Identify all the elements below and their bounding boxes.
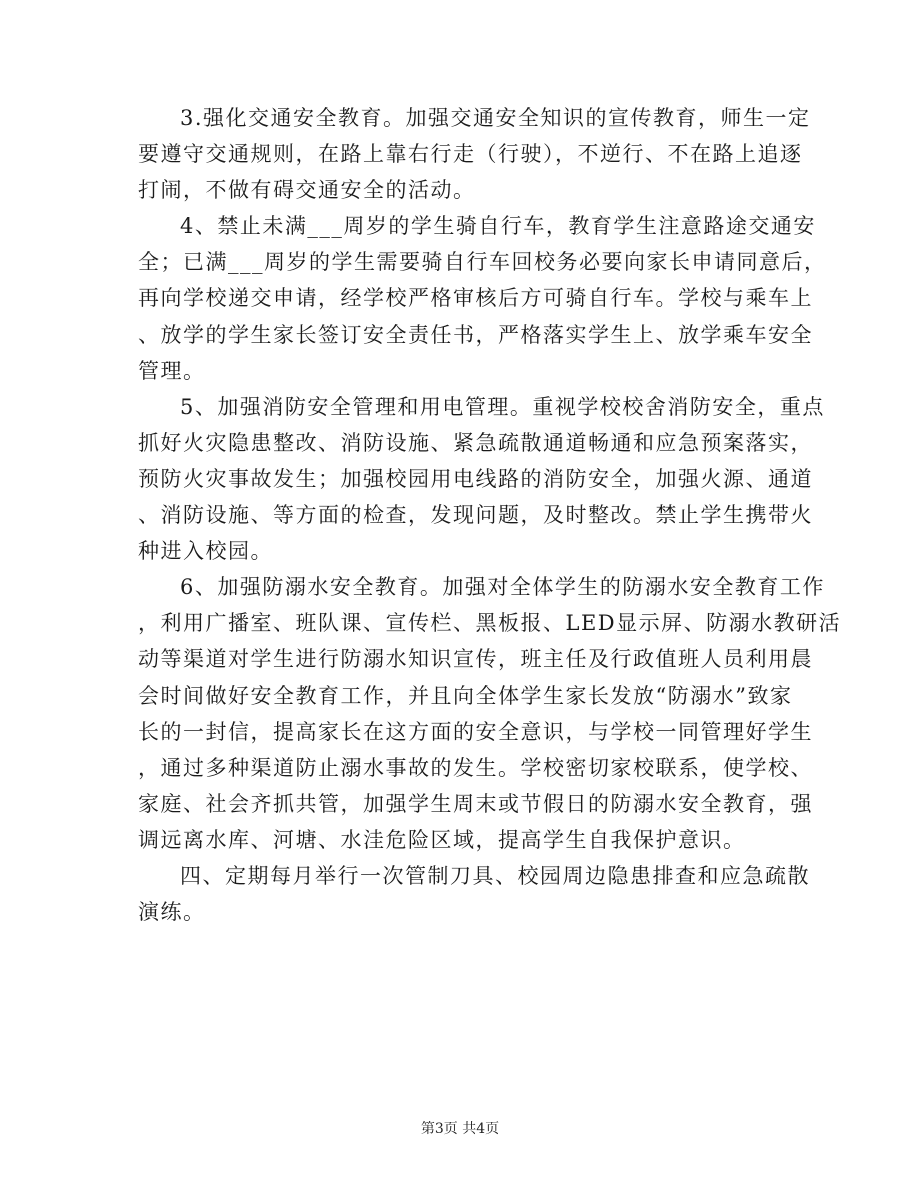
text-line: 要遵守交通规则，在路上靠右行走（行驶），不逆行、不在路上追逐 — [138, 142, 803, 167]
paragraph-fire-safety — [138, 389, 825, 569]
paragraph-monthly-drills — [138, 858, 810, 930]
page-number: 第3页 共4页 — [420, 1121, 500, 1137]
text-line: ，通过多种渠道防止溺水事故的发生。学校密切家校联系，使学校、 — [138, 755, 813, 780]
text-line: 会时间做好安全教育工作，并且向全体学生家长发放“防溺水”致家 — [138, 683, 793, 708]
text-line: 长的一封信，提高家长在这方面的安全意识，与学校一同管理好学生 — [138, 719, 813, 744]
text-line: 全；已满___周岁的学生需要骑自行车回校务必要向家长申请同意后， — [138, 250, 827, 275]
text-line: 5、加强消防安全管理和用电管理。重视学校校舍消防安全，重点 — [180, 394, 825, 419]
paragraph-traffic-safety — [138, 100, 811, 208]
paragraph-bicycle-rules — [138, 208, 827, 388]
text-line: 、消防设施、等方面的检查，发现问题，及时整改。禁止学生携带火 — [138, 503, 813, 528]
text-line: 、放学的学生家长签订安全责任书，严格落实学生上、放学乘车安全 — [138, 322, 813, 347]
text-line: 管理。 — [138, 358, 206, 383]
text-line: 6、加强防溺水安全教育。加强对全体学生的防溺水安全教育工作 — [180, 575, 825, 600]
text-line: 种进入校园。 — [138, 539, 273, 564]
text-line: 预防火灾事故发生；加强校园用电线路的消防安全，加强火源、通道 — [138, 466, 813, 491]
text-line: 4、禁止未满___周岁的学生骑自行车，教育学生注意路途交通安 — [180, 214, 816, 239]
text-line: 抓好火灾隐患整改、消防设施、紧急疏散通道畅通和应急预案落实， — [138, 430, 813, 455]
paragraph-drowning-prevention — [138, 569, 842, 858]
document-body — [138, 100, 842, 930]
text-line: 动等渠道对学生进行防溺水知识宣传，班主任及行政值班人员利用晨 — [138, 647, 813, 672]
text-line: ，利用广播室、班队课、宣传栏、黑板报、LED显示屏、防溺水教研活 — [138, 611, 842, 636]
text-line: 四、定期每月举行一次管制刀具、校园周边隐患排查和应急疏散 — [180, 863, 810, 888]
text-line: 调远离水库、河塘、水洼危险区域，提高学生自我保护意识。 — [138, 827, 746, 852]
text-line: 打闹，不做有碍交通安全的活动。 — [138, 178, 476, 203]
text-line: 演练。 — [138, 900, 206, 925]
text-line: 家庭、社会齐抓共管，加强学生周末或节假日的防溺水安全教育，强 — [138, 791, 813, 816]
text-line: 3.强化交通安全教育。加强交通安全知识的宣传教育，师生一定 — [180, 106, 811, 130]
text-line: 再向学校递交申请，经学校严格审核后方可骑自行车。学校与乘车上 — [138, 286, 813, 311]
